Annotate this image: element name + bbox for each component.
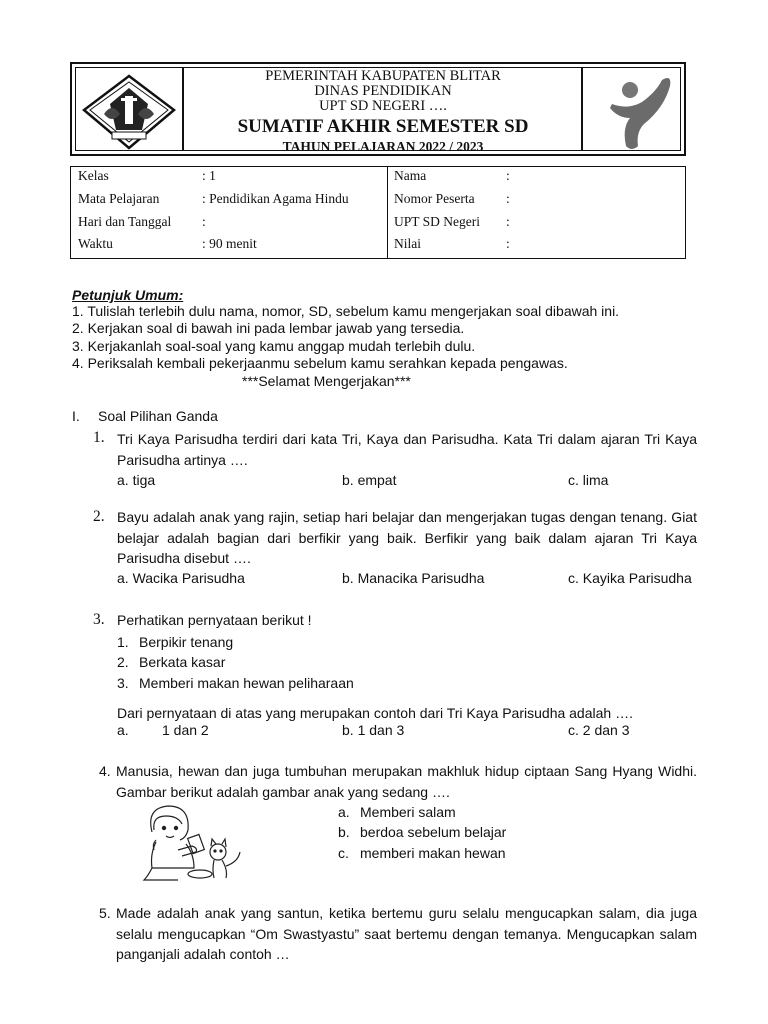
option-c: memberi makan hewan (360, 845, 506, 861)
header-line-government: PEMERINTAH KABUPATEN BLITAR (265, 68, 501, 84)
instruction-item: 3. Kerjakanlah soal-soal yang kamu anggap mudah terlebih dulu. (72, 338, 476, 354)
instruction-item: 1. Tulislah terlebih dulu nama, nomor, SD, sebelum kamu mengerjakan soal dibawah ini. (72, 303, 620, 319)
identity-value: : (506, 168, 510, 183)
question-number: 4. (99, 763, 111, 779)
option-b: b. Manacika Parisudha (342, 570, 485, 586)
header-text-block (186, 69, 580, 155)
option-b: berdoa sebelum belajar (360, 824, 507, 840)
identity-value: : (506, 214, 510, 229)
exam-header (70, 62, 686, 156)
identity-label: Hari dan Tanggal (78, 214, 172, 229)
statement-number: 3. (117, 675, 129, 691)
statement-number: 1. (117, 634, 129, 650)
instructions-closing: ***Selamat Mengerjakan*** (242, 373, 411, 389)
option-a: a. tiga (117, 472, 156, 488)
header-inner-border (75, 67, 681, 154)
header-line-department: DINAS PENDIDIKAN (314, 83, 452, 99)
identity-label: Mata Pelajaran (78, 191, 160, 206)
header-line-school: UPT SD NEGERI …. (319, 98, 447, 114)
question-number: 3. (93, 611, 105, 628)
identity-label: UPT SD Negeri (394, 214, 480, 229)
question-number: 5. (99, 905, 111, 921)
identity-label: Nilai (394, 236, 421, 251)
student-identity-table (70, 166, 686, 259)
identity-row-nilai (394, 236, 674, 256)
question-text: Made adalah anak yang santun, ketika bertemu guru selalu mengucapkan salam, dia juga selalu mengucapkan “Om Swastyastu” saat bertemu dengan temanya. Mengucapkan salam panganjali adalah contoh … (116, 905, 697, 962)
identity-value: : 1 (202, 168, 216, 183)
identity-label: Nama (394, 168, 427, 183)
question-text: Bayu adalah anak yang rajin, setiap hari belajar dan mengerjakan tugas dengan tenang. Giat belajar adalah bagian dari berfikir yang baik. Berfikir yang baik dalam ajaran Tri Kaya Parisudha disebut …. (117, 509, 697, 566)
question-number: 2. (93, 508, 105, 525)
child-feeding-cat-illustration (134, 802, 246, 884)
identity-value: : Pendidikan Agama Hindu (202, 191, 349, 206)
identity-value: : 90 menit (202, 236, 257, 251)
option-c-letter: c. (338, 845, 349, 861)
identity-table-divider (387, 167, 388, 258)
question-number: 1. (93, 429, 105, 446)
option-c: c. Kayika Parisudha (568, 570, 692, 586)
identity-row-mata-pelajaran (78, 191, 378, 211)
question-text: Tri Kaya Parisudha terdiri dari kata Tri, Kaya dan Parisudha. Kata Tri dalam ajaran Tri Kaya Parisudha artinya …. (117, 431, 697, 468)
identity-row-upt-sd-negeri (394, 214, 674, 234)
option-a: 1 dan 2 (162, 722, 209, 738)
statement-text: Berkata kasar (139, 654, 226, 670)
identity-label: Nomor Peserta (394, 191, 475, 206)
option-c: c. lima (568, 472, 609, 488)
statement-text: Berpikir tenang (139, 634, 234, 650)
identity-row-nama (394, 168, 674, 188)
question-text: Manusia, hewan dan juga tumbuhan merupakan makhluk hidup ciptaan Sang Hyang Widhi. Gambar berikut adalah gambar anak yang sedang …. (116, 763, 697, 800)
option-b-letter: b. (338, 824, 350, 840)
option-c: c. 2 dan 3 (568, 722, 630, 738)
option-a: a. Wacika Parisudha (117, 570, 245, 586)
section-title: Soal Pilihan Ganda (98, 408, 218, 424)
option-a: Memberi salam (360, 804, 456, 820)
instruction-item: 4. Periksalah kembali pekerjaanmu sebelum kamu serahkan kepada pengawas. (72, 355, 568, 371)
section-number: I. (72, 408, 80, 424)
statement-text: Memberi makan hewan peliharaan (139, 675, 354, 691)
statement-number: 2. (117, 654, 129, 670)
identity-row-waktu (78, 236, 378, 256)
option-b: b. 1 dan 3 (342, 722, 405, 738)
question-text: Dari pernyataan di atas yang merupakan contoh dari Tri Kaya Parisudha adalah …. (117, 705, 633, 721)
kabupaten-blitar-logo (82, 74, 176, 152)
header-divider-right (581, 68, 583, 150)
tut-wuri-figure-logo (592, 72, 684, 156)
question-intro: Perhatikan pernyataan berikut ! (117, 612, 312, 628)
option-a-letter: a. (117, 722, 129, 738)
exam-title: SUMATIF AKHIR SEMESTER SD (237, 116, 529, 137)
header-divider-left (182, 68, 184, 150)
identity-row-nomor-peserta (394, 191, 674, 211)
identity-label: Kelas (78, 168, 109, 183)
identity-row-hari-tanggal (78, 214, 378, 234)
identity-label: Waktu (78, 236, 113, 251)
school-year: TAHUN PELAJARAN 2022 / 2023 (282, 139, 484, 154)
identity-row-kelas (78, 168, 378, 188)
instruction-item: 2. Kerjakan soal di bawah ini pada lembar jawab yang tersedia. (72, 320, 465, 336)
identity-value: : (506, 191, 510, 206)
option-a-letter: a. (338, 804, 350, 820)
option-b: b. empat (342, 472, 397, 488)
instructions-title: Petunjuk Umum: (72, 287, 184, 303)
identity-value: : (202, 214, 206, 229)
identity-value: : (506, 236, 510, 251)
